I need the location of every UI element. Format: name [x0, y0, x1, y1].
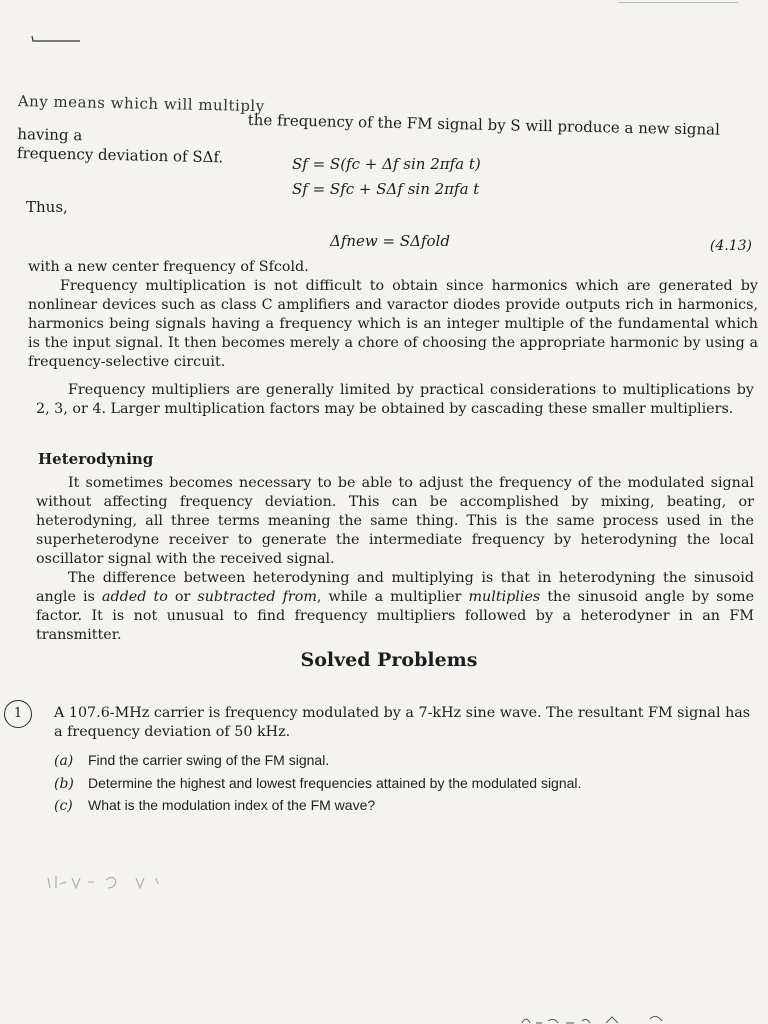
- para-b-added: added to: [101, 589, 168, 605]
- equation-block: [292, 152, 481, 202]
- subquestion-b-label: (b): [54, 776, 74, 792]
- para-b-subtracted: subtracted from: [197, 589, 317, 605]
- heading-heterodyning: Heterodyning: [38, 450, 154, 468]
- subquestion-b-text: Determine the highest and lowest frequencies attained by the modulated signal.: [88, 775, 582, 791]
- problem-text: A 107.6-MHz carrier is frequency modulated by a 7-kHz sine wave. The resultant FM signal has a frequency deviation of 50 kHz.: [54, 705, 751, 740]
- equation-2: Sf = Sfc + SΔf sin 2πfa t: [292, 180, 480, 198]
- para-b-or: or: [174, 589, 191, 605]
- intro-line-2: frequency deviation of SΔf.: [16, 143, 224, 167]
- paragraph-body: Frequency multiplication is not difficult to obtain since harmonics which are generated by nonlinear devices such as class C amplifiers and varactor diodes provide outputs rich in harmonics, harmonics being signals having a frequency which is an integer multiple of the fundamental which is the input signal. It then becomes merely a chore of choosing the appropriate harmonic by using a frequency-selective circuit.: [28, 278, 758, 370]
- paragraph-multiplication: [28, 258, 758, 372]
- subquestion-c: [54, 797, 375, 814]
- thus-label: Thus,: [26, 198, 68, 216]
- para-b-start: The difference between heterodyning and multiplying is that in heterodyning the sinusoid angle is: [36, 570, 754, 605]
- heterodyning-para-b: [36, 569, 754, 645]
- paragraph-limits: Frequency multipliers are generally limited by practical considerations to multiplications by 2, 3, or 4. Larger multiplication factors may be obtained by cascading these smaller multipliers.: [36, 382, 754, 417]
- subquestion-b: [54, 775, 581, 792]
- heterodyning-para-a: It sometimes becomes necessary to be able to adjust the frequency of the modulated signal without affecting frequency deviation. This can be accomplished by mixing, beating, or heterodyning, all three terms meaning the same thing. This is the same process used in the superheterodyne receiver to generate the intermediate frequency by heterodyning the local oscillator signal with the received signal.: [36, 475, 754, 567]
- paragraph-heterodyning: [36, 474, 754, 645]
- paragraph-lead: with a new center frequency of Sfcold.: [28, 259, 309, 275]
- section-title: Solved Problems: [300, 649, 478, 671]
- subquestion-a-label: (a): [54, 753, 74, 769]
- cut-off-line: Any means which will multiply: [17, 92, 265, 116]
- para-b-multiplies: multiplies: [468, 589, 541, 605]
- para-b-mid: , while a multiplier: [316, 589, 462, 605]
- scanner-watermark: [520, 1010, 670, 1024]
- intro-continuation: the frequency of the FM signal by S will produce a new signal having a: [17, 110, 721, 145]
- equation-main: Δfnew = SΔfold: [330, 232, 450, 250]
- subquestion-a-text: Find the carrier swing of the FM signal.: [88, 752, 330, 768]
- pencil-scribble: [44, 870, 214, 894]
- subquestion-a: [54, 752, 329, 769]
- page-edge-rule: [618, 2, 738, 3]
- equation-1: Sf = S(fc + Δf sin 2πfa t): [292, 155, 481, 173]
- problem-number-badge: 1: [4, 700, 32, 728]
- pen-mark: [30, 34, 82, 44]
- subquestion-c-label: (c): [54, 798, 73, 814]
- subquestion-c-text: What is the modulation index of the FM wave?: [88, 797, 376, 813]
- equation-number: (4.13): [709, 238, 752, 254]
- para-b-end: the sinusoid angle by some factor. It is not unusual to find frequency multipliers followed by a heterodyner in an FM transmitter.: [36, 589, 755, 643]
